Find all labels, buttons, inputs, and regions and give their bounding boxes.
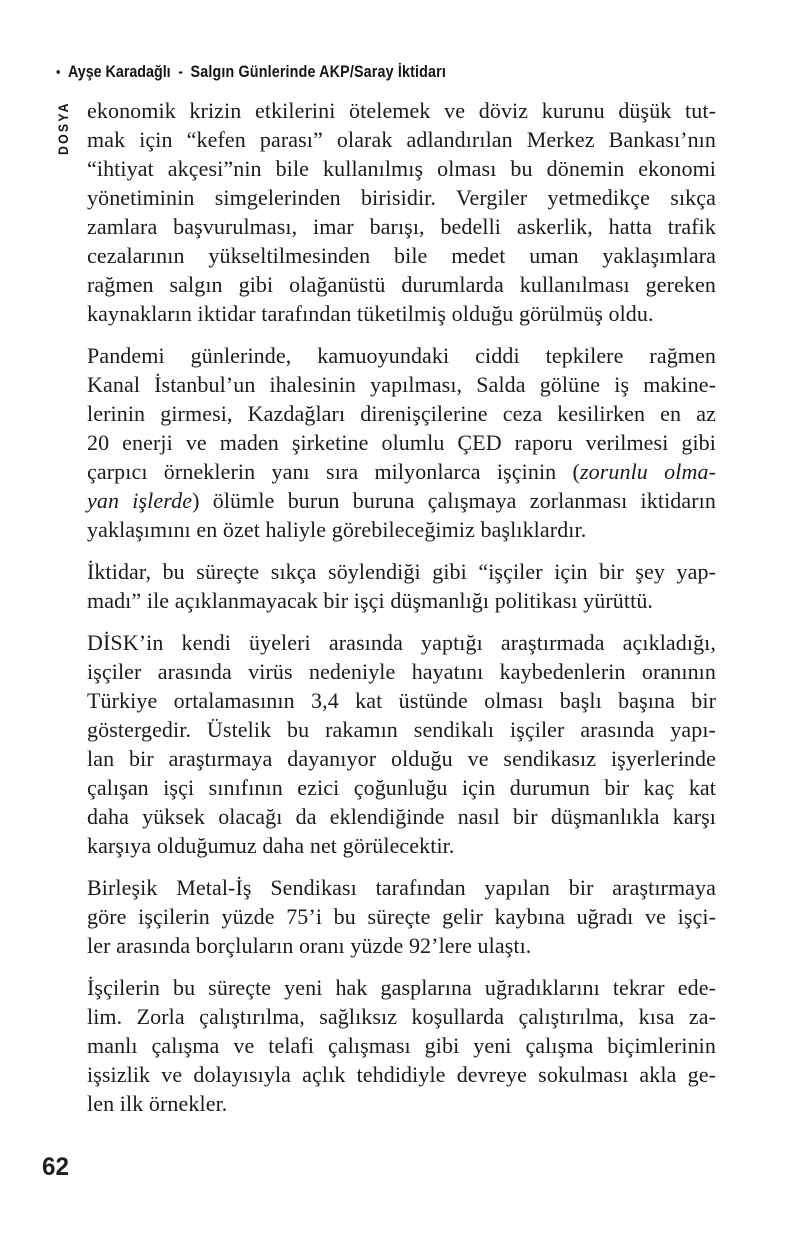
text-line: göstergedir. Üstelik bu rakamın sendikalı işçiler arasında yapı- bbox=[87, 717, 716, 742]
text-line: İktidar, bu süreçte sıkça söylendiği gibi “işçiler için bir şey yap- bbox=[87, 559, 716, 584]
body-paragraph bbox=[87, 973, 716, 1118]
header-author: Ayşe Karadağlı bbox=[67, 62, 171, 81]
text-line: “ihtiyat akçesi”nin bile kullanılmış olması bu dönemin ekonomi bbox=[87, 156, 716, 181]
text-line: çalışan işçi sınıfının ezici çoğunluğu için durumun bir kaç kat bbox=[87, 775, 716, 800]
running-header bbox=[56, 62, 446, 82]
text-line: karşıya olduğumuz daha net görülecektir. bbox=[87, 833, 455, 858]
header-separator: - bbox=[178, 62, 183, 81]
body-paragraph bbox=[87, 96, 716, 328]
text-line: işçiler arasında virüs nedeniyle hayatını kaybedenlerin oranının bbox=[87, 659, 716, 684]
text-line: yaklaşımını en özet haliyle görebileceğimiz başlıklardır. bbox=[87, 517, 587, 542]
text-line: len ilk örnekler. bbox=[87, 1091, 228, 1116]
text-line: madı” ile açıklanmayacak bir işçi düşmanlığı politikası yürüttü. bbox=[87, 588, 654, 613]
text-line: cezalarının yükseltilmesinden bile medet uman yaklaşımlara bbox=[87, 243, 716, 268]
text-line: Pandemi günlerinde, kamuoyundaki ciddi tepkilere rağmen bbox=[87, 343, 716, 368]
text-line: kaynakların iktidar tarafından tüketilmiş olduğu görülmüş oldu. bbox=[87, 301, 654, 326]
text-line: yan işlerde) ölümle burun buruna çalışmaya zorlanması iktidarın bbox=[87, 488, 716, 513]
text-line: lerinin girmesi, Kazdağları direnişçilerine ceza kesilirken en az bbox=[87, 401, 716, 426]
body-paragraph bbox=[87, 341, 716, 544]
text-line: 20 enerji ve maden şirketine olumlu ÇED raporu verilmesi gibi bbox=[87, 430, 716, 455]
page-number: 62 bbox=[42, 1153, 69, 1181]
text-line: yönetiminin simgelerinden birisidir. Vergiler yetmedikçe sıkça bbox=[87, 185, 716, 210]
text-line: lim. Zorla çalıştırılma, sağlıksız koşullarda çalıştırılma, kısa za- bbox=[87, 1004, 716, 1029]
text-line: Birleşik Metal-İş Sendikası tarafından yapılan bir araştırmaya bbox=[87, 875, 716, 900]
text-line: zamlara başvurulması, imar barışı, bedelli askerlik, hatta trafik bbox=[87, 214, 716, 239]
body-paragraph bbox=[87, 873, 716, 960]
text-line: rağmen salgın gibi olağanüstü durumlarda kullanılması gereken bbox=[87, 272, 716, 297]
text-line: Kanal İstanbul’un ihalesinin yapılması, Salda gölüne iş makine- bbox=[87, 372, 716, 397]
text-line: Türkiye ortalamasının 3,4 kat üstünde olması başlı başına bir bbox=[87, 688, 716, 713]
text-line: lan bir araştırmaya dayanıyor olduğu ve sendikasız işyerlerinde bbox=[87, 746, 716, 771]
header-title: Salgın Günlerinde AKP/Saray İktidarı bbox=[190, 62, 447, 81]
text-line: manlı çalışma ve telafi çalışması gibi yeni çalışma biçimlerinin bbox=[87, 1033, 716, 1058]
body-paragraph bbox=[87, 628, 716, 860]
text-line: daha yüksek olacağı da eklendiğinde nasıl bir düşmanlıkla karşı bbox=[87, 804, 716, 829]
body-text bbox=[87, 96, 716, 1131]
text-line: DİSK’in kendi üyeleri arasında yaptığı araştırmada açıkladığı, bbox=[87, 630, 716, 655]
text-line: mak için “kefen parası” olarak adlandırılan Merkez Bankası’nın bbox=[87, 127, 716, 152]
text-line: ekonomik krizin etkilerini ötelemek ve döviz kurunu düşük tut- bbox=[87, 98, 716, 123]
text-line: ler arasında borçluların oranı yüzde 92’lere ulaştı. bbox=[87, 933, 532, 958]
body-paragraph bbox=[87, 557, 716, 615]
bullet-icon: • bbox=[56, 63, 61, 81]
section-label-dosya: DOSYA bbox=[55, 101, 71, 155]
text-line: çarpıcı örneklerin yanı sıra milyonlarca işçinin (zorunlu olma- bbox=[87, 459, 716, 484]
text-line: göre işçilerin yüzde 75’i bu süreçte gelir kaybına uğradı ve işçi- bbox=[87, 904, 716, 929]
text-line: işsizlik ve dolayısıyla açlık tehdidiyle devreye sokulması akla ge- bbox=[87, 1062, 716, 1087]
text-line: İşçilerin bu süreçte yeni hak gasplarına uğradıklarını tekrar ede- bbox=[87, 975, 716, 1000]
